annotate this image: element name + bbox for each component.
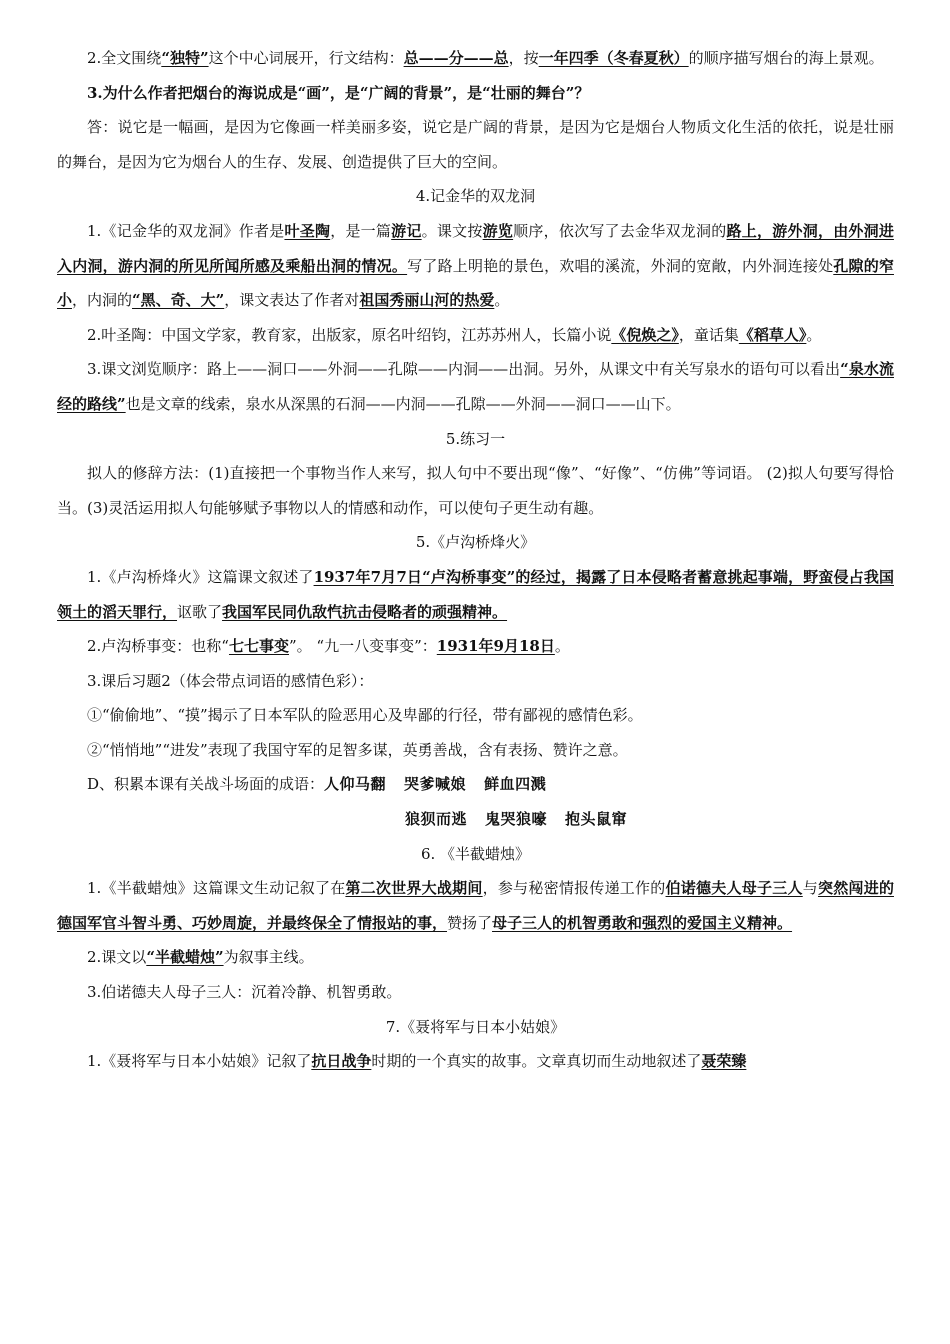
section-title-7: 7.《聂将军与日本小姑娘》 bbox=[385, 1017, 566, 1036]
text: 。 bbox=[554, 637, 570, 656]
idiom: 人仰马翻 bbox=[324, 775, 387, 794]
key-term: 七七事变 bbox=[228, 637, 289, 656]
text: ”。 “九一八变事变”： bbox=[289, 637, 437, 656]
text: 为叙事主线。 bbox=[223, 948, 314, 967]
key-term: “泉水流经的路线” bbox=[57, 360, 894, 413]
text: ，童话集 bbox=[678, 325, 739, 344]
text: 时期的一个真实的故事。文章真切而生动地叙述了 bbox=[371, 1052, 702, 1071]
text: ，内洞的 bbox=[72, 291, 133, 310]
key-term: 祖国秀丽山河的热爱 bbox=[359, 291, 495, 310]
s4-point-2 bbox=[57, 318, 894, 353]
text: 2.叶圣陶：中国文学家，教育家，出版家，原名叶绍钧，江苏苏州人，长篇小说 bbox=[87, 325, 612, 344]
text: 3.课文浏览顺序：路上——洞口——外洞——孔隙——内洞——出洞。另外，从课文中有关写泉水的语句可以看出 bbox=[87, 360, 841, 379]
text: 顺序，依次写了去金华双龙洞的 bbox=[513, 221, 727, 240]
idiom: 鬼哭狼嚎 bbox=[485, 810, 548, 829]
idiom: 鲜血四溅 bbox=[484, 775, 547, 794]
key-term: 伯诺德夫人母子三人 bbox=[665, 879, 803, 898]
text: 1.《半截蜡烛》这篇课文生动记叙了在 bbox=[87, 879, 346, 898]
idiom: 抱头鼠窜 bbox=[565, 810, 628, 829]
text: ，参与秘密情报传递工作的 bbox=[482, 879, 666, 898]
s3-point-2 bbox=[57, 41, 894, 76]
text: ，课文表达了作者对 bbox=[224, 291, 360, 310]
s7-point-1 bbox=[57, 1044, 894, 1079]
key-term: 游览 bbox=[482, 221, 514, 240]
key-term: 1937年7月7日“卢沟桥事变”的经过，揭露了日本侵略者蓄意挑起事端，野蛮侵占我国领土的滔天罪行， bbox=[57, 567, 894, 621]
section-title-4: 4.记金华的双龙洞 bbox=[415, 187, 536, 206]
text: 。 bbox=[806, 325, 822, 344]
s4-point-1 bbox=[57, 214, 894, 318]
s5-idioms-row-2 bbox=[57, 802, 894, 837]
key-term: “独特” bbox=[161, 49, 209, 67]
key-term: 《稻草人》 bbox=[738, 325, 807, 344]
text: 1.《记金华的双龙洞》作者是 bbox=[87, 221, 285, 240]
key-term: 母子三人的机智勇敢和强烈的爱国主义精神。 bbox=[492, 913, 793, 932]
text: 写了路上明艳的景色，欢唱的溪流，外洞的宽敞，内外洞连接处 bbox=[407, 256, 834, 275]
s6-point-3: 3.伯诺德夫人母子三人：沉着冷静、机智勇敢。 bbox=[87, 983, 402, 1002]
text: 2.课文以 bbox=[87, 948, 147, 967]
key-term: “黑、奇、大” bbox=[132, 291, 225, 310]
ex1-paragraph: 拟人的修辞方法：(1)直接把一个事物当作人来写，拟人句中不要出现“像”、“好像”、“仿佛”等词语。 (2)拟人句要写得恰当。(3)灵活运用拟人句能够赋予事物以人的情感和动作，可以使句子更生动有趣。 bbox=[57, 464, 894, 517]
text: 。课文按 bbox=[421, 221, 483, 240]
text: ，是一篇 bbox=[330, 221, 392, 240]
s3-answer-3: 答：说它是一幅画，是因为它像画一样美丽多姿，说它是广阔的背景，是因为它是烟台人物质文化生活的依托，说是壮丽的舞台，是因为它为烟台人的生存、发展、创造提供了巨大的空间。 bbox=[57, 118, 894, 171]
text: ，按 bbox=[508, 49, 539, 67]
text: 赞扬了 bbox=[447, 913, 493, 932]
key-term: 路上，游外洞，由外洞进入内洞，游内洞的所见所闻所感及乘船出洞的情况。 bbox=[57, 221, 894, 275]
idiom: 哭爹喊娘 bbox=[404, 775, 467, 794]
s5-idioms-row-1 bbox=[57, 767, 894, 802]
key-term: 1931年9月18日 bbox=[436, 637, 555, 656]
text: 讴歌了 bbox=[177, 602, 223, 621]
text: 1.《卢沟桥烽火》这篇课文叙述了 bbox=[87, 567, 314, 586]
s6-point-1 bbox=[57, 871, 894, 940]
idioms-label: D、积累本课有关战斗场面的成语： bbox=[87, 775, 325, 794]
s5-point-3: 3.课后习题2（体会带点词语的感情色彩）： bbox=[87, 671, 374, 690]
key-term: “半截蜡烛” bbox=[146, 948, 224, 967]
section-title-5: 5.《卢沟桥烽火》 bbox=[415, 533, 536, 552]
s6-point-2 bbox=[57, 940, 894, 975]
text: 与 bbox=[802, 879, 818, 898]
key-term: 突然闯进的德国军官斗智斗勇、巧妙周旋，并最终保全了情报站的事， bbox=[57, 879, 894, 932]
key-term: 叶圣陶 bbox=[284, 221, 331, 240]
key-term: 一年四季（冬春夏秋） bbox=[538, 49, 689, 67]
text: 也是文章的线索，泉水从深黑的石洞——内洞——孔隙——外洞——洞口——山下。 bbox=[125, 394, 681, 413]
s4-point-3 bbox=[57, 352, 894, 421]
key-term: 抗日战争 bbox=[311, 1052, 372, 1071]
key-term: 《倪焕之》 bbox=[611, 325, 679, 344]
text: 这个中心词展开，行文结构： bbox=[208, 49, 404, 67]
s5-note-1: ①“偷偷地”、“摸”揭示了日本军队的险恶用心及卑鄙的行径，带有鄙视的感情色彩。 bbox=[87, 706, 643, 725]
s5-point-1 bbox=[57, 560, 894, 629]
text: 2.全文围绕 bbox=[87, 49, 162, 67]
s3-question-3: 3.为什么作者把烟台的海说成是“画”，是“广阔的背景”，是“壮丽的舞台”？ bbox=[87, 83, 590, 102]
key-term: 第二次世界大战期间 bbox=[345, 879, 483, 898]
section-title-6: 6. 《半截蜡烛》 bbox=[420, 844, 531, 863]
text: 1.《聂将军与日本小姑娘》记叙了 bbox=[87, 1052, 312, 1071]
key-term: 孔隙的窄小 bbox=[57, 256, 894, 310]
idiom: 狼狈而逃 bbox=[405, 810, 468, 829]
text: 。 bbox=[494, 291, 510, 310]
s5-point-2 bbox=[57, 629, 894, 664]
key-term: 总——分——总 bbox=[403, 49, 509, 67]
key-term: 游记 bbox=[391, 221, 422, 240]
s5-note-2: ②“悄悄地”“进发”表现了我国守军的足智多谋，英勇善战，含有表扬、赞许之意。 bbox=[87, 740, 628, 759]
key-term: 我国军民同仇敌忾抗击侵略者的顽强精神。 bbox=[222, 602, 508, 621]
text: 2.卢沟桥事变：也称“ bbox=[87, 637, 229, 656]
key-term: 聂荣臻 bbox=[701, 1052, 747, 1071]
section-title-exercise-1: 5.练习一 bbox=[445, 429, 506, 448]
text: 的顺序描写烟台的海上景观。 bbox=[688, 49, 884, 67]
